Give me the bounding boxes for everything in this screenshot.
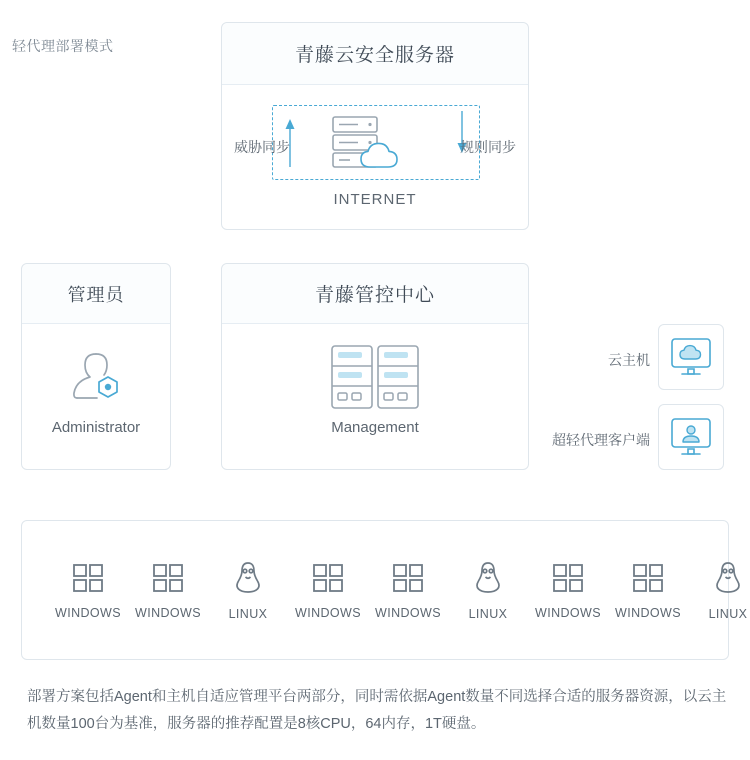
cloud-server-card-header — [222, 23, 528, 85]
administrator-caption: Administrator — [51, 419, 141, 436]
os-item — [368, 562, 448, 620]
management-center-title: 青藤管控中心 — [314, 285, 435, 306]
windows-icon — [72, 562, 104, 594]
os-item — [48, 562, 128, 620]
os-item — [608, 562, 688, 620]
os-item — [528, 562, 608, 620]
threat-sync-label: 威胁同步 — [234, 139, 290, 155]
os-name: LINUX — [228, 607, 268, 621]
os-name: WINDOWS — [135, 606, 201, 620]
os-name: WINDOWS — [615, 606, 681, 620]
deployment-mode-label: 轻代理部署模式 — [12, 38, 114, 54]
cloud-host-label: 云主机 — [608, 352, 650, 368]
cloud-monitor-icon — [670, 337, 712, 377]
cloud-host-box — [658, 324, 724, 390]
os-name: LINUX — [468, 607, 508, 621]
linux-icon — [472, 561, 504, 595]
rule-sync-label: 规则同步 — [460, 139, 516, 155]
cloud-server-card — [221, 22, 529, 230]
linux-icon — [712, 561, 744, 595]
os-item — [688, 561, 750, 621]
os-item — [448, 561, 528, 621]
administrator-icon — [22, 346, 170, 410]
administrator-card — [21, 263, 171, 470]
internet-label: INTERNET — [333, 191, 417, 208]
footer-description: 部署方案包括Agent和主机自适应管理平台两部分，同时需依据Agent数量不同选择合适的服务器资源，以云主机数量100台为基准，服务器的推荐配置是8核CPU，64内存，1T硬盘。 — [27, 689, 727, 732]
windows-icon — [632, 562, 664, 594]
os-name: WINDOWS — [55, 606, 121, 620]
administrator-card-body — [22, 324, 170, 469]
os-item — [208, 561, 288, 621]
management-center-card-body — [222, 324, 528, 469]
os-name: WINDOWS — [375, 606, 441, 620]
management-center-card — [221, 263, 529, 470]
os-group-1 — [48, 521, 288, 661]
administrator-title: 管理员 — [67, 284, 125, 305]
server-rack-icon — [222, 344, 528, 410]
os-group-3 — [528, 521, 750, 661]
agent-monitor-icon — [670, 417, 712, 457]
os-endpoints-bar — [21, 520, 748, 660]
windows-icon — [552, 562, 584, 594]
os-item — [288, 562, 368, 620]
server-cloud-icon — [330, 113, 412, 171]
management-caption: Management — [331, 419, 419, 436]
os-group-2 — [288, 521, 528, 661]
cloud-server-card-body — [222, 85, 528, 230]
windows-icon — [152, 562, 184, 594]
os-name: WINDOWS — [295, 606, 361, 620]
linux-icon — [232, 561, 264, 595]
os-name: LINUX — [708, 607, 748, 621]
ultra-light-agent-label: 超轻代理客户端 — [552, 432, 650, 448]
os-name: WINDOWS — [535, 606, 601, 620]
cloud-server-title: 青藤云安全服务器 — [294, 45, 455, 66]
management-center-card-header — [222, 264, 528, 324]
ultra-light-agent-box — [658, 404, 724, 470]
windows-icon — [312, 562, 344, 594]
os-item — [128, 562, 208, 620]
administrator-card-header — [22, 264, 170, 324]
windows-icon — [392, 562, 424, 594]
